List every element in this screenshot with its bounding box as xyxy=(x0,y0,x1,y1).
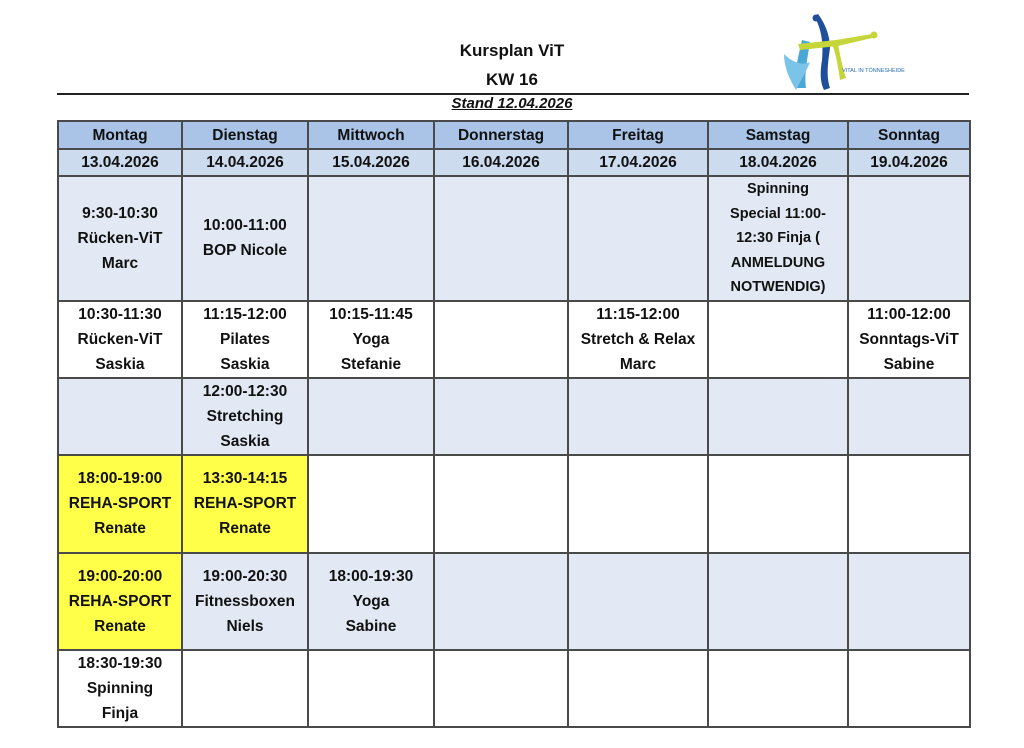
course-cell-freitag xyxy=(568,553,708,650)
course-text: 11:15-12:00 Stretch & Relax Marc xyxy=(580,305,696,373)
day-header-row xyxy=(58,121,970,149)
day-header-freitag: Freitag xyxy=(568,121,708,149)
course-cell-sonntag xyxy=(848,176,970,301)
course-cell-freitag xyxy=(568,650,708,727)
course-cell-sonntag xyxy=(848,301,970,378)
course-cell-samstag xyxy=(708,378,848,455)
course-cell-dienstag xyxy=(182,455,308,553)
course-cell-samstag xyxy=(708,553,848,650)
vital-logo xyxy=(780,10,905,94)
day-header-montag: Montag xyxy=(58,121,182,149)
course-cell-mittwoch xyxy=(308,301,434,378)
course-text: 19:00-20:30 Fitnessboxen Niels xyxy=(195,567,295,635)
course-cell-montag xyxy=(58,301,182,378)
schedule-row xyxy=(58,650,970,727)
course-text: 13:30-14:15 REHA-SPORT Renate xyxy=(193,470,297,537)
course-cell-montag xyxy=(58,378,182,455)
course-cell-dienstag xyxy=(182,553,308,650)
course-cell-montag xyxy=(58,455,182,553)
course-cell-freitag xyxy=(568,378,708,455)
course-cell-mittwoch xyxy=(308,553,434,650)
day-header-donnerstag: Donnerstag xyxy=(434,121,568,149)
day-header-dienstag: Dienstag xyxy=(182,121,308,149)
date-samstag: 18.04.2026 xyxy=(708,149,848,176)
schedule-row xyxy=(58,553,970,650)
schedule-table xyxy=(57,120,971,728)
course-cell-samstag xyxy=(708,455,848,553)
course-cell-dienstag xyxy=(182,378,308,455)
course-text: 12:00-12:30 Stretching Saskia xyxy=(202,382,288,450)
course-cell-sonntag xyxy=(848,553,970,650)
course-cell-donnerstag xyxy=(434,553,568,650)
stand-date: Stand 12.04.2026 xyxy=(451,95,573,112)
course-cell-freitag xyxy=(568,301,708,378)
date-freitag: 17.04.2026 xyxy=(568,149,708,176)
course-cell-montag xyxy=(58,650,182,727)
course-cell-freitag xyxy=(568,176,708,301)
course-cell-mittwoch xyxy=(308,455,434,553)
course-text: 9:30-10:30 Rücken-ViT Marc xyxy=(77,204,163,272)
date-montag: 13.04.2026 xyxy=(58,149,182,176)
schedule-row xyxy=(58,301,970,378)
course-cell-donnerstag xyxy=(434,378,568,455)
course-text: 10:00-11:00 BOP Nicole xyxy=(202,217,288,260)
course-cell-sonntag xyxy=(848,455,970,553)
course-cell-sonntag xyxy=(848,650,970,727)
course-cell-samstag xyxy=(708,301,848,378)
date-mittwoch: 15.04.2026 xyxy=(308,149,434,176)
course-text: 10:15-11:45 Yoga Stefanie xyxy=(329,305,413,373)
course-cell-freitag xyxy=(568,455,708,553)
day-header-mittwoch: Mittwoch xyxy=(308,121,434,149)
date-sonntag: 19.04.2026 xyxy=(848,149,970,176)
course-text: 18:30-19:30 Spinning Finja xyxy=(77,654,163,722)
course-text: 18:00-19:00 REHA-SPORT Renate xyxy=(68,470,172,537)
course-cell-mittwoch xyxy=(308,378,434,455)
course-text: 18:00-19:30 Yoga Sabine xyxy=(328,567,414,635)
page-title: Kursplan ViT xyxy=(459,41,565,60)
date-header-row xyxy=(58,149,970,176)
course-cell-montag xyxy=(58,176,182,301)
course-cell-sonntag xyxy=(848,378,970,455)
course-text: 11:00-12:00 Sonntags-ViT Sabine xyxy=(859,305,959,373)
course-cell-dienstag xyxy=(182,176,308,301)
course-text: 10:30-11:30 Rücken-ViT Saskia xyxy=(77,305,163,373)
course-cell-donnerstag xyxy=(434,301,568,378)
day-header-samstag: Samstag xyxy=(708,121,848,149)
course-cell-donnerstag xyxy=(434,650,568,727)
schedule-row xyxy=(58,455,970,553)
date-dienstag: 14.04.2026 xyxy=(182,149,308,176)
course-text: Spinning Special 11:00- 12:30 Finja ( ANMELDUNG NOTWENDIG) xyxy=(730,181,826,295)
course-cell-donnerstag xyxy=(434,176,568,301)
course-text: 11:15-12:00 Pilates Saskia xyxy=(203,305,287,373)
course-cell-mittwoch xyxy=(308,650,434,727)
day-header-sonntag: Sonntag xyxy=(848,121,970,149)
course-cell-dienstag xyxy=(182,650,308,727)
course-text: 19:00-20:00 REHA-SPORT Renate xyxy=(68,567,172,635)
week-label: KW 16 xyxy=(486,70,538,89)
course-cell-dienstag xyxy=(182,301,308,378)
date-donnerstag: 16.04.2026 xyxy=(434,149,568,176)
schedule-row xyxy=(58,378,970,455)
course-cell-samstag xyxy=(708,176,848,301)
course-cell-mittwoch xyxy=(308,176,434,301)
schedule-row xyxy=(58,176,970,301)
course-cell-samstag xyxy=(708,650,848,727)
course-cell-montag xyxy=(58,553,182,650)
course-cell-donnerstag xyxy=(434,455,568,553)
svg-text:VITAL IN TÖNNESHEIDE: VITAL IN TÖNNESHEIDE xyxy=(842,68,905,74)
